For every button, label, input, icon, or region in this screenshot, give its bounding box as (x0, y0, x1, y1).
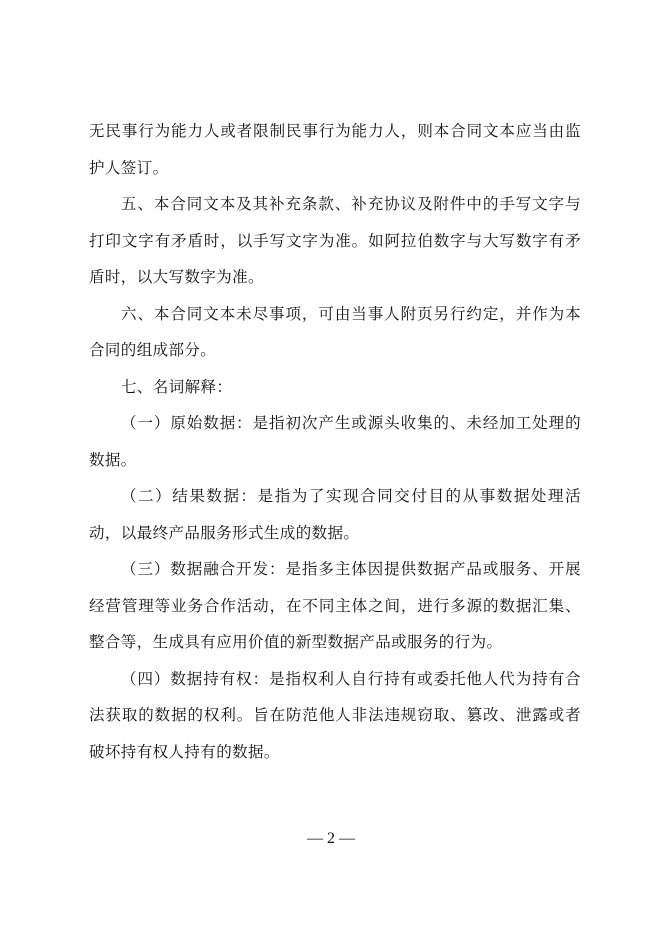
paragraph-definition-data-holding-right: （四）数据持有权：是指权利人自行持有或委托他人代为持有合法获取的数据的权利。旨在防范他人非法违规窃取、篡改、泄露或者破坏持有权人持有的数据。 (89, 669, 581, 761)
page-number: — 2 — (307, 830, 355, 847)
paragraph-clause-five: 五、本合同文本及其补充条款、补充协议及附件中的手写文字与打印文字有矛盾时，以手写文字为准。如阿拉伯数字与大写数字有矛盾时，以大写数字为准。 (89, 195, 581, 286)
paragraph-clause-six: 六、本合同文本未尽事项，可由当事人附页另行约定，并作为本合同的组成部分。 (89, 304, 581, 359)
paragraph-guardian-signing: 无民事行为能力人或者限制民事行为能力人，则本合同文本应当由监护人签订。 (89, 122, 581, 177)
body-text (89, 113, 581, 770)
paragraph-definition-data-fusion: （三）数据融合开发：是指多主体因提供数据产品或服务、开展经营管理等业务合作活动，在不同主体之间，进行多源的数据汇集、整合等，生成具有应用价值的新型数据产品或服务的行为。 (89, 560, 581, 651)
paragraph-clause-seven-heading: 七、名词解释： (121, 377, 233, 396)
paragraph-definition-raw-data: （一）原始数据：是指初次产生或源头收集的、未经加工处理的数据。 (89, 414, 581, 469)
paragraph-definition-result-data: （二）结果数据：是指为了实现合同交付目的从事数据处理活动，以最终产品服务形式生成的数据。 (89, 487, 581, 542)
